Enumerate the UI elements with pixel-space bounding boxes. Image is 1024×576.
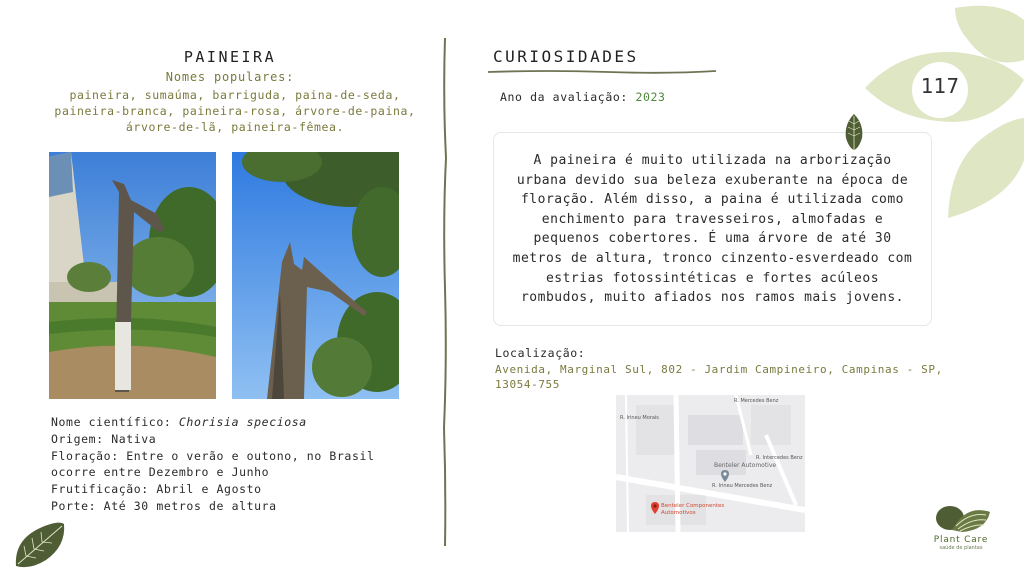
tree-photo-1 (49, 152, 216, 399)
location-map[interactable] (616, 395, 805, 532)
curiosities-title: CURIOSIDADES (493, 47, 639, 66)
evaluation-year (500, 90, 666, 104)
map-street-label: R. Intercedes Benz (756, 455, 803, 461)
scientific-name-row (51, 414, 421, 431)
decorative-leaves (860, 0, 1024, 230)
species-info (51, 414, 421, 515)
scientific-name-label: Nome científico: (51, 415, 179, 429)
tree-photo-2 (232, 152, 399, 399)
map-location-pin-icon[interactable] (650, 501, 660, 515)
evaluation-year-label: Ano da avaliação: (500, 90, 636, 104)
popular-names-list: paineira, sumaúma, barriguda, paina-de-seda, paineira-branca, paineira-rosa, árvore-de-paina, árvore-de-lã, paineira-fêmea. (54, 88, 416, 134)
popular-names-label: Nomes populares: (165, 70, 295, 84)
logo-tagline: saúde de plantas (939, 545, 983, 551)
map-poi-pin-icon (720, 469, 730, 483)
leaf-corner-icon (12, 520, 68, 570)
map-red-poi-label: Benteler Componentes Automotivos (661, 503, 725, 516)
evaluation-year-value: 2023 (635, 90, 666, 104)
location-address: Avenida, Marginal Sul, 802 - Jardim Campineiro, Campinas - SP, 13054-755 (495, 363, 943, 391)
logo-name: Plant Care (933, 535, 989, 545)
flowering-row: Floração: Entre o verão e outono, no Brasil ocorre entre Dezembro e Junho (51, 448, 375, 480)
curiosity-text: A paineira é muito utilizada na arborização urbana devido sua beleza exuberante na época de floração. Além disso, a paina é utilizada como enchimento para travesseiros, almofadas e pequenos cobertores. É uma árvore de até 30 metros de altura, tronco cinzento-esverdeado com estrias fotossintéticas e fortes acúleos rombudos, muito afiados nos ramos mais jovens. (512, 153, 913, 306)
scientific-name-value: Chorisia speciosa (178, 415, 307, 429)
species-title: PAINEIRA (183, 48, 277, 66)
location-label: Localização: (495, 346, 586, 360)
curiosities-underline (488, 67, 716, 75)
map-street-label: R. Irineu Morais (620, 415, 659, 421)
map-poi-label: Benteler Automotive (714, 462, 777, 469)
page-number: 117 (920, 74, 960, 98)
column-divider (440, 38, 450, 546)
origin-row: Origem: Nativa (51, 431, 157, 446)
map-street-label: R. Irineu Mercedes Benz (712, 483, 773, 489)
size-row: Porte: Até 30 metros de altura (51, 498, 277, 513)
map-street-label: R. Mercedes Benz (734, 398, 779, 404)
fruiting-row: Frutificação: Abril e Agosto (51, 482, 262, 497)
